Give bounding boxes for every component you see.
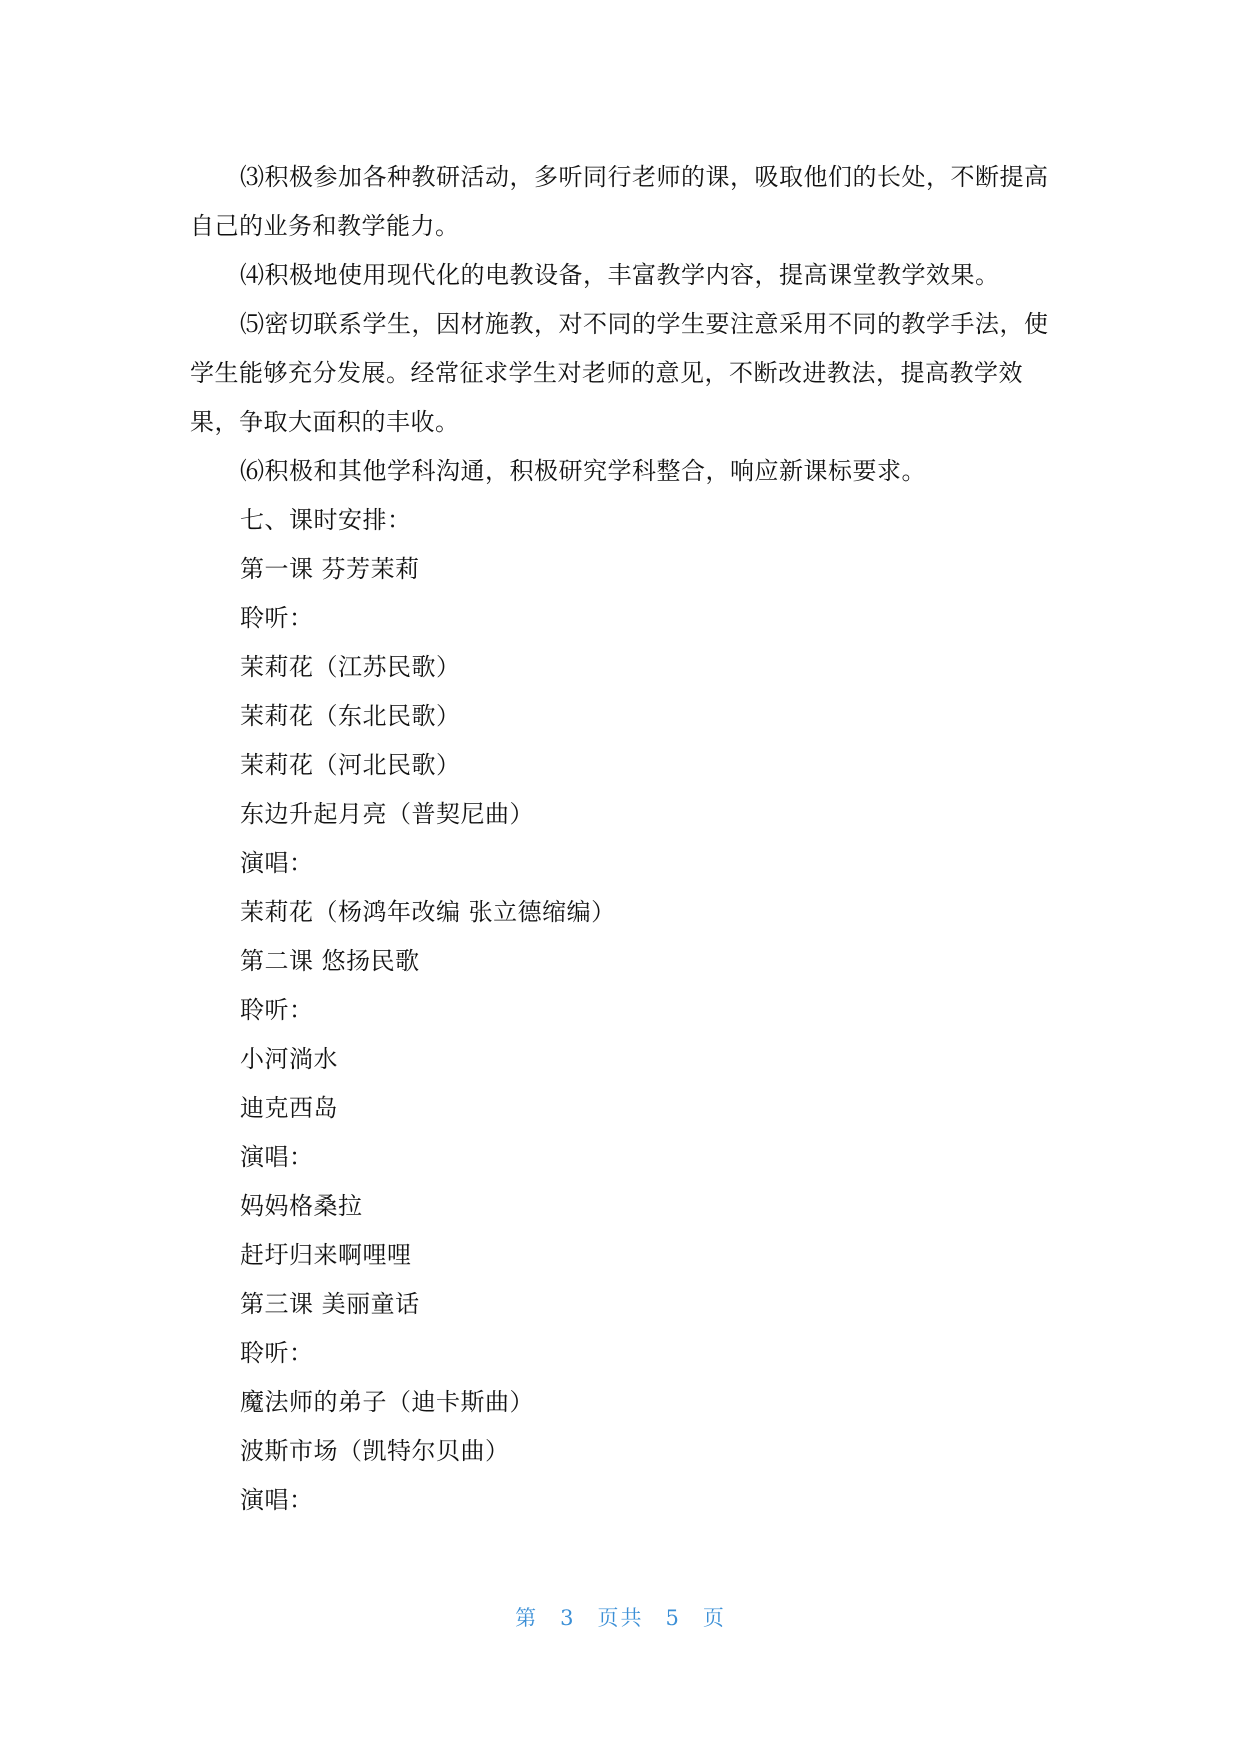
list-item: 茉莉花（东北民歌） <box>240 702 461 730</box>
list-item: 小河淌水 <box>240 1045 338 1073</box>
paragraph: ⑸密切联系学生，因材施教，对不同的学生要注意采用不同的教学手法，使学生能够充分发展。经常征求学生对老师的意见，不断改进教法，提高教学效果，争取大面积的丰收。 <box>190 310 1049 436</box>
paragraph: ⑷积极地使用现代化的电教设备，丰富教学内容，提高课堂教学效果。 <box>240 261 1000 289</box>
list-item: 东边升起月亮（普契尼曲） <box>240 800 534 828</box>
paragraph: ⑹积极和其他学科沟通，积极研究学科整合，响应新课标要求。 <box>240 457 926 485</box>
list-label: 聆听： <box>240 604 314 632</box>
list-item: 波斯市场（凯特尔贝曲） <box>240 1437 510 1465</box>
list-label: 演唱： <box>240 1143 314 1171</box>
lesson-title: 第一课 芬芳茉莉 <box>240 555 420 583</box>
footer-prefix: 第 <box>515 1606 539 1630</box>
list-item: 迪克西岛 <box>240 1094 338 1122</box>
list-item: 赶圩归来啊哩哩 <box>240 1241 412 1269</box>
list-item: 茉莉花（江苏民歌） <box>240 653 461 681</box>
list-item: 茉莉花（河北民歌） <box>240 751 461 779</box>
section-heading: 七、课时安排： <box>240 506 412 534</box>
footer-suffix: 页 <box>702 1606 726 1630</box>
document-body <box>190 153 1060 1525</box>
list-item: 魔法师的弟子（迪卡斯曲） <box>240 1388 534 1416</box>
list-label: 演唱： <box>240 1486 314 1514</box>
paragraph: ⑶积极参加各种教研活动，多听同行老师的课，吸取他们的长处，不断提高自己的业务和教学能力。 <box>190 163 1049 240</box>
list-label: 聆听： <box>240 996 314 1024</box>
page-footer <box>0 1602 1241 1632</box>
list-label: 演唱： <box>240 849 314 877</box>
footer-middle: 页共 <box>597 1606 644 1630</box>
list-label: 聆听： <box>240 1339 314 1367</box>
list-item: 茉莉花（杨鸿年改编 张立德缩编） <box>240 898 616 926</box>
current-page-number: 3 <box>560 1606 576 1630</box>
list-item: 妈妈格桑拉 <box>240 1192 363 1220</box>
lesson-title: 第三课 美丽童话 <box>240 1290 420 1318</box>
lesson-title: 第二课 悠扬民歌 <box>240 947 420 975</box>
total-pages-number: 5 <box>665 1606 681 1630</box>
